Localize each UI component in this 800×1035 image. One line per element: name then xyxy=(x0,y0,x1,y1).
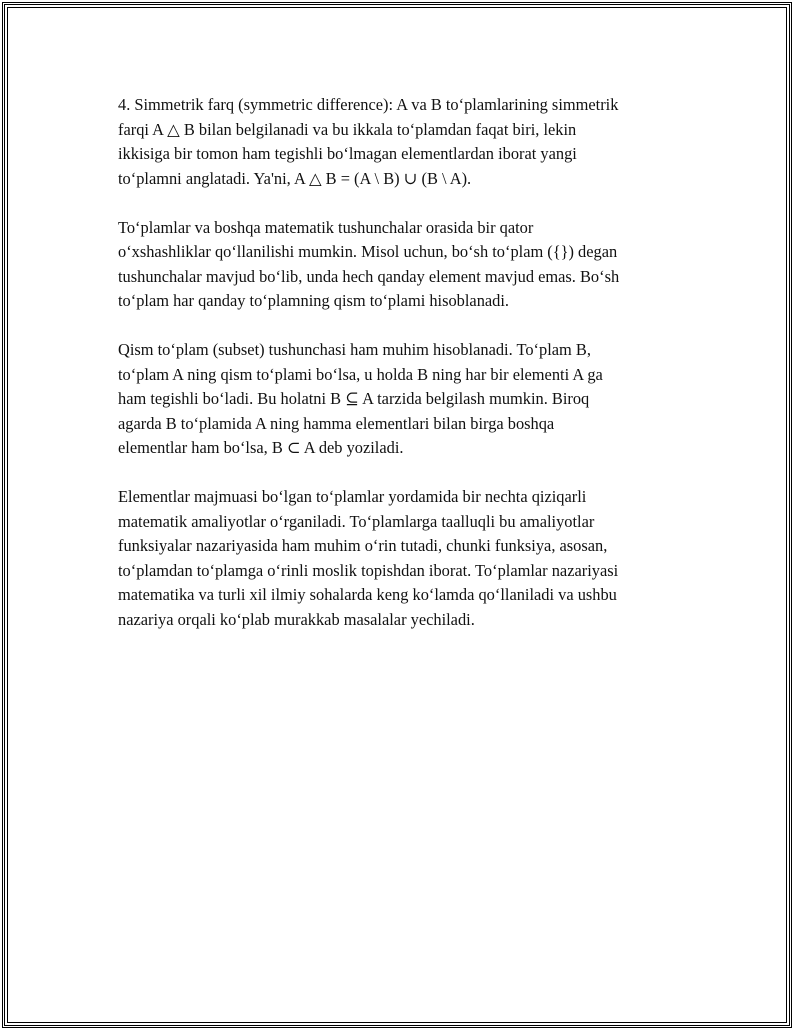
paragraph-symmetric-difference: 4. Simmetrik farq (symmetric difference): A va B to‘plamlarining simmetrik farqi A △ B bilan belgilanadi va bu ikkala to‘plamdan faqat biri, lekin ikkisiga bir tomon ham tegishli bo‘lmagan elementlardan iborat yangi to‘plamni anglatadi. Ya'ni, A △ B = (A \ B) ∪ (B \ A). xyxy=(118,95,619,188)
paragraph-set-operations: Elementlar majmuasi bo‘lgan to‘plamlar yordamida bir nechta qiziqarli matematik amaliyotlar o‘rganiladi. To‘plamlarga taalluqli bu amaliyotlar funksiyalar nazariyasida ham muhim o‘rin tutadi, chunki funksiya, asosan, to‘plamdan to‘plamga o‘rinli moslik topishdan iborat. To‘plamlar nazariyasi matematika va turli xil ilmiy sohalarda keng ko‘lamda qo‘llaniladi va ushbu nazariya orqali ko‘plab murakkab masalalar yechiladi. xyxy=(118,487,619,629)
paragraph-empty-set: To‘plamlar va boshqa matematik tushunchalar orasida bir qator o‘xshashliklar qo‘llanilishi mumkin. Misol uchun, bo‘sh to‘plam ({}) degan tushunchalar mavjud bo‘lib, unda hech qanday element mavjud emas. Bo‘sh to‘plam har qanday to‘plamning qism to‘plami hisoblanadi. xyxy=(118,217,620,310)
paragraph-subset: Qism to‘plam (subset) tushunchasi ham muhim hisoblanadi. To‘plam B, to‘plam A ning qism to‘plami bo‘lsa, u holda B ning har bir elementi A ga ham tegishli bo‘ladi. Bu holatni B ⊆ A tarzida belgilash mumkin. Biroq agarda B to‘plamida A ning hamma elementlari bilan birga boshqa elementlar ham bo‘lsa, B ⊂ A deb yoziladi. xyxy=(118,340,603,457)
document-body xyxy=(118,93,698,657)
